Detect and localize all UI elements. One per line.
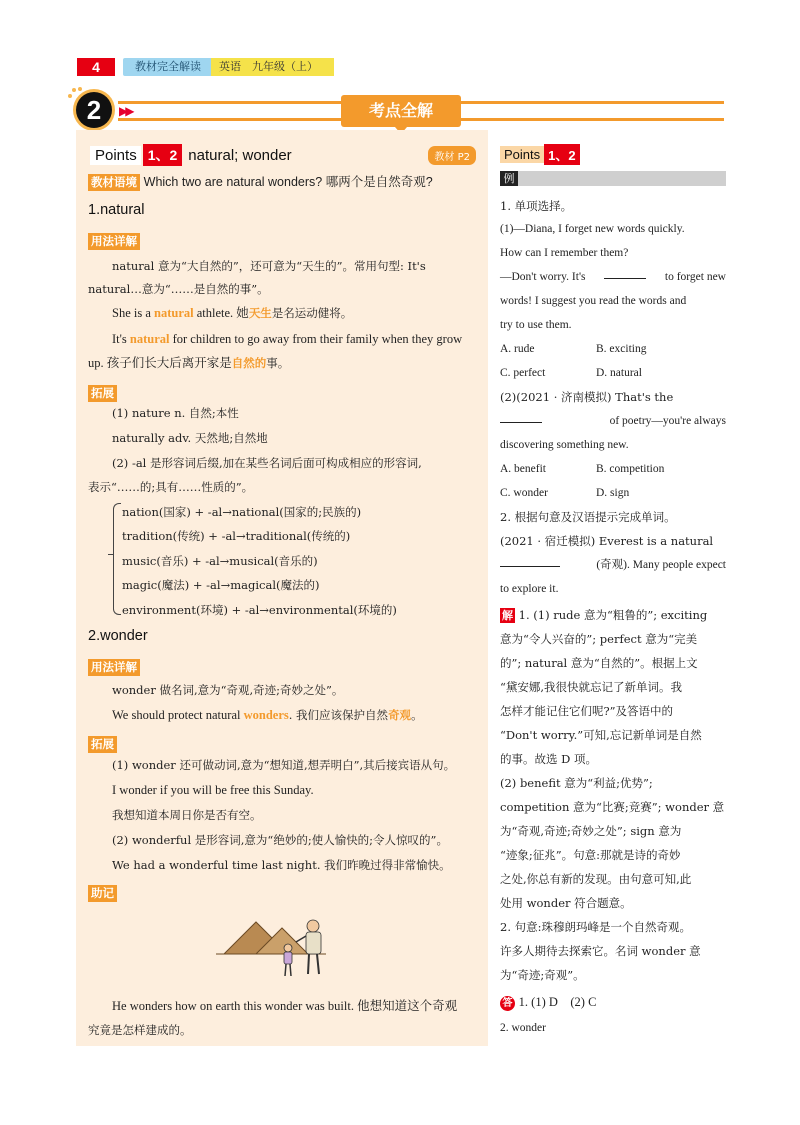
usage-label: 用法详解 bbox=[88, 659, 140, 676]
ext-line-1: (1) nature n. 自然;本性 bbox=[112, 406, 239, 420]
solution-line: 之处,你总有新的发现。由句意可知,此 bbox=[500, 872, 692, 886]
memo-sentence-1: He wonders how on earth this wonder was built. 他想知道这个奇观 bbox=[112, 999, 458, 1013]
option: B. exciting bbox=[596, 343, 647, 355]
page-header bbox=[77, 58, 334, 76]
solution-tag: 解 bbox=[502, 609, 513, 622]
textbook-tag: 教材 P2 bbox=[428, 146, 476, 165]
natural-para-2: natural…意为“……是自然的事”。 bbox=[88, 282, 269, 296]
solution-line: 怎样才能记住它们呢?”及答语中的 bbox=[500, 704, 674, 718]
question-1: 1. 单项选择。 bbox=[500, 199, 573, 213]
answer-line: 答 1. (1) D (2) C bbox=[500, 994, 726, 1011]
natural-example-2: It's natural for children to go away from their family when they grow bbox=[112, 332, 463, 346]
solution-line: 处用 wonder 符合题意。 bbox=[500, 896, 632, 910]
suffix-item: environment(环境) + -al→environmental(环境的) bbox=[122, 603, 397, 617]
context-line bbox=[88, 174, 433, 191]
points-title: natural; wonder bbox=[188, 146, 292, 164]
subject-label: 英语 九年级（上） bbox=[211, 58, 334, 76]
left-panel bbox=[76, 130, 488, 1046]
suffix-item: music(音乐) + -al→musical(音乐的) bbox=[122, 554, 318, 568]
section-title: 考点全解 bbox=[341, 95, 461, 127]
subsection-natural: 1.natural bbox=[88, 202, 145, 218]
option: C. perfect bbox=[500, 367, 546, 379]
q1-2-line: (2)(2021 · 济南模拟) That's the bbox=[500, 390, 674, 404]
wonder-ext-4: (2) wonderful 是形容词,意为“绝妙的;使人愉快的;令人惊叹的”。 bbox=[112, 833, 448, 847]
q2-line: (奇观). Many people expect bbox=[500, 557, 726, 573]
section-number: 2 bbox=[76, 92, 112, 128]
option: A. rude bbox=[500, 343, 535, 355]
context-text: Which two are natural wonders? 哪两个是自然奇观? bbox=[143, 175, 433, 189]
double-arrow-icon: ▶▶ bbox=[119, 104, 132, 118]
wonder-ext-5: We had a wonderful time last night. 我们昨晚过得非常愉快。 bbox=[112, 858, 451, 872]
usage-label: 用法详解 bbox=[88, 233, 140, 250]
option: D. sign bbox=[596, 487, 630, 499]
answer-tag: 答 bbox=[500, 996, 515, 1011]
natural-example-1: She is a natural athlete. 她天生是名运动健将。 bbox=[112, 306, 353, 320]
subsection-wonder: 2.wonder bbox=[88, 628, 148, 644]
ext-line-2: naturally adv. 天然地;自然地 bbox=[112, 431, 268, 445]
points-word: Points bbox=[500, 146, 544, 163]
option: A. benefit bbox=[500, 463, 546, 475]
wonder-ext-1: (1) wonder 还可做动词,意为“想知道,想弄明白”,其后接宾语从句。 bbox=[112, 758, 456, 772]
natural-para: natural 意为“大自然的”，还可意为“天生的”。常用句型: It's bbox=[112, 259, 426, 273]
solution-line: 为“奇观,奇迹;奇妙之处”; sign 意为 bbox=[500, 824, 682, 838]
solution-line: 为“奇迹;奇观”。 bbox=[500, 968, 585, 982]
q1-line: (1)—Diana, I forget new words quickly. bbox=[500, 223, 685, 235]
suffix-item: nation(国家) + -al→national(国家的;民族的) bbox=[122, 505, 362, 519]
solution-line: 许多人期待去探索它。名词 wonder 意 bbox=[500, 944, 701, 958]
example-tag: 例 bbox=[500, 171, 518, 186]
q1-2-line: of poetry—you're always bbox=[500, 413, 726, 429]
solution-line: 的事。故选 D 项。 bbox=[500, 752, 598, 766]
suffix-item: tradition(传统) + -al→traditional(传统的) bbox=[122, 529, 351, 543]
memo-sentence-2: 究竟是怎样建成的。 bbox=[88, 1023, 192, 1037]
suffix-item: magic(魔法) + -al→magical(魔法的) bbox=[122, 578, 320, 592]
points-heading bbox=[90, 144, 292, 166]
right-column bbox=[490, 130, 726, 1046]
points-number: 1、2 bbox=[143, 144, 183, 166]
page-number: 4 bbox=[77, 58, 115, 76]
wonder-example-1: We should protect natural wonders. 我们应该保护自然奇观。 bbox=[112, 708, 423, 722]
q1-2-line: discovering something new. bbox=[500, 439, 629, 451]
option: C. wonder bbox=[500, 487, 548, 499]
solution-line: (2) benefit 意为“利益;优势”; bbox=[500, 776, 653, 790]
ext-line-3: (2) -al 是形容词后缀,加在某些名词后面可构成相应的形容词, bbox=[112, 456, 422, 470]
natural-example-2b: up. 孩子们长大后离开家是自然的事。 bbox=[88, 356, 290, 370]
pyramids-illustration bbox=[216, 912, 356, 1002]
question-2: 2. 根据句意及汉语提示完成单词。 bbox=[500, 510, 676, 524]
solution-line: “Don't worry.”可知,忘记新单词是自然 bbox=[500, 728, 702, 742]
points-word: Points bbox=[90, 146, 141, 165]
solution-line: competition 意为“比赛;竞赛”; wonder 意 bbox=[500, 800, 725, 814]
wonder-ext-3: 我想知道本周日你是否有空。 bbox=[112, 808, 262, 822]
memo-label: 助记 bbox=[88, 885, 117, 902]
extension-label: 拓展 bbox=[88, 736, 117, 753]
q1-line: —Don't worry. It's to forget new bbox=[500, 271, 726, 283]
example-bar bbox=[500, 171, 726, 186]
list-bracket bbox=[113, 503, 121, 615]
extension-label: 拓展 bbox=[88, 385, 117, 402]
q1-line: try to use them. bbox=[500, 319, 572, 331]
book-title: 教材完全解读 bbox=[123, 58, 211, 76]
option: D. natural bbox=[596, 367, 642, 379]
wonder-para: wonder 做名词,意为“奇观,奇迹;奇妙之处”。 bbox=[112, 683, 344, 697]
q1-line: words! I suggest you read the words and bbox=[500, 295, 687, 307]
solution-line: 解 1. (1) rude 意为“粗鲁的”; exciting bbox=[502, 608, 708, 622]
q1-line: How can I remember them? bbox=[500, 247, 629, 259]
wonder-ext-2: I wonder if you will be free this Sunday. bbox=[112, 783, 314, 797]
q2-line: to explore it. bbox=[500, 583, 559, 595]
context-label: 教材语境 bbox=[88, 174, 140, 191]
q2-line: (2021 · 宿迁模拟) Everest is a natural bbox=[500, 534, 714, 548]
points-number: 1、2 bbox=[544, 144, 579, 165]
ext-line-4: 表示“……的;具有……性质的”。 bbox=[88, 480, 254, 494]
solution-line: 2. 句意:珠穆朗玛峰是一个自然奇观。 bbox=[500, 920, 692, 934]
solution-line: 意为“令人兴奋的”; perfect 意为“完美 bbox=[500, 632, 698, 646]
exercise-points-heading bbox=[500, 144, 580, 165]
solution-line: “黛安娜,我很快就忘记了新单词。我 bbox=[500, 680, 683, 694]
option: B. competition bbox=[596, 463, 665, 475]
answer-line: 2. wonder bbox=[500, 1022, 546, 1034]
solution-line: “迹象;征兆”。句意:那就是诗的奇妙 bbox=[500, 848, 681, 862]
solution-line: 的”; natural 意为“自然的”。根据上文 bbox=[500, 656, 698, 670]
